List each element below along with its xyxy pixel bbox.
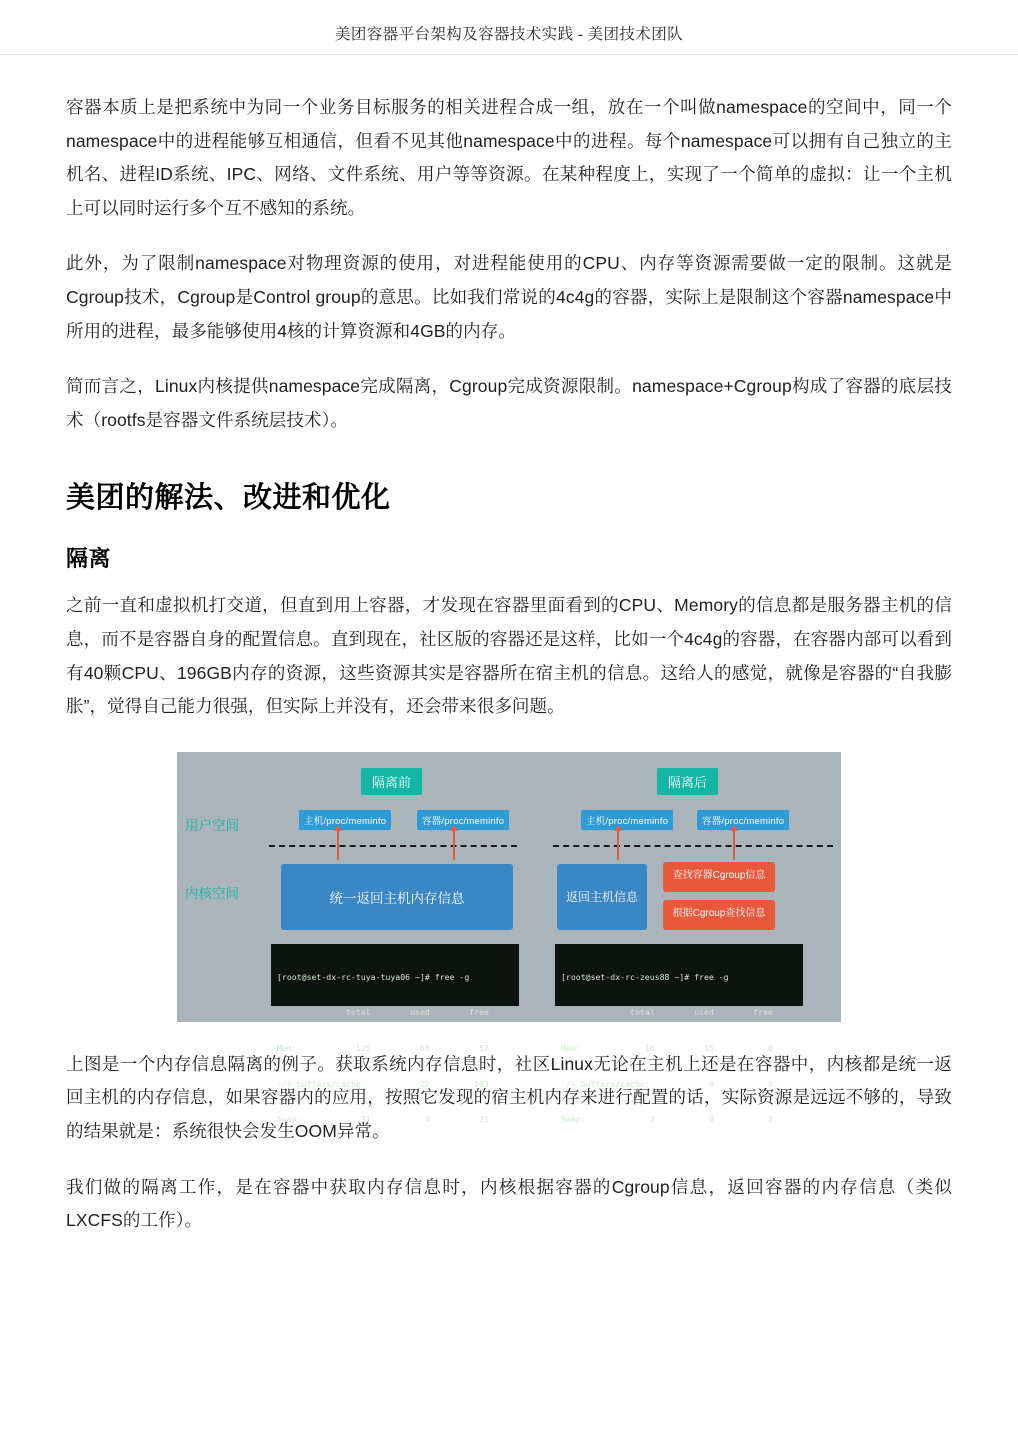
- chip-right-host-meminfo: 主机/proc/meminfo: [581, 810, 673, 830]
- kernel-box-left: 统一返回主机内存信息: [281, 864, 513, 930]
- paragraph-1: 容器本质上是把系统中为同一个业务目标服务的相关进程合成一组，放在一个叫做namespace的空间中，同一个namespace中的进程能够互相通信，但看不见其他namespace中的进程。每个namespace可以拥有自己独立的主机名、进程ID系统、IPC、网络、文件系统、用户等等资源。在某种程度上，实现了一个简单的虚拟：让一个主机上可以同时运行多个互不感知的系统。: [66, 97, 952, 218]
- terminal-right-header: total used free: [561, 1007, 773, 1018]
- terminal-left-header: total used free: [277, 1007, 489, 1018]
- figure-label-kernel-space: 内核空间: [185, 885, 239, 901]
- kernel-box-right: 返回主机信息: [557, 864, 647, 930]
- paragraph-3: 简而言之，Linux内核提供namespace完成隔离，Cgroup完成资源限制。namespace+Cgroup构成了容器的底层技术（rootfs是容器文件系统层技术）。: [66, 376, 952, 430]
- arrow-right-container: [733, 830, 735, 860]
- terminal-right-prompt: [root@set-dx-rc-zeus88 ~]# free -g: [561, 971, 729, 982]
- document-content: [0, 55, 1018, 1300]
- paragraph-5: 上图是一个内存信息隔离的例子。获取系统内存信息时，社区Linux无论在主机上还是在容器中，内核都是统一返回主机的内存信息，如果容器内的应用，按照它发现的宿主机内存来进行配置的话，实际资源是远远不够的，导致的结果就是：系统很快会发生OOM异常。: [66, 1053, 952, 1141]
- terminal-right-row-2: -/+ buffers/cache: 6 9: [561, 1078, 773, 1089]
- arrow-right-host: [617, 830, 619, 860]
- section-heading: 美团的解法、改进和优化: [66, 482, 391, 515]
- terminal-right: [555, 944, 803, 1125]
- terminal-left-row-1: Mem: 125 68 57: [277, 1042, 489, 1053]
- paragraph-6: 我们做的隔离工作，是在容器中获取内存信息时，内核根据容器的Cgroup信息，返回容器的内存信息（类似LXCFS的工作）。: [66, 1176, 952, 1231]
- paragraph-2: 此外，为了限制namespace对物理资源的使用，对进程能使用的CPU、内存等资源需要做一定的限制。这就是Cgroup技术，Cgroup是Control group的意思。比如我们常说的4c4g的容器，实际上是限制这个容器namespace中所用的进程，最多能够使用4核的计算资源和4GB的内存。: [66, 253, 952, 341]
- arrow-left-host: [337, 830, 339, 860]
- figure-label-before: 隔离前: [361, 768, 422, 795]
- kernel-box-right-red-1: 查找容器Cgroup信息: [663, 862, 775, 892]
- terminal-right-row-3: Swap: 2 0 2: [561, 1114, 773, 1125]
- arrow-left-container: [453, 830, 455, 860]
- terminal-left-row-3: Swap: 31 0 31: [277, 1114, 489, 1125]
- chip-left-container-meminfo: 容器/proc/meminfo: [417, 810, 509, 830]
- divider-right-dashed: [553, 845, 833, 847]
- terminal-left: [271, 944, 519, 1125]
- terminal-left-row-2: -/+ buffers/cache: 22 103: [277, 1078, 489, 1089]
- terminal-left-prompt: [root@set-dx-rc-tuya-tuya06 ~]# free -g: [277, 971, 470, 982]
- page-header-title: 美团容器平台架构及容器技术实践 - 美团技术团队: [334, 26, 683, 43]
- divider-left-dashed: [269, 845, 517, 847]
- chip-left-host-meminfo: 主机/proc/meminfo: [299, 810, 391, 830]
- figure-label-user-space: 用户空间: [185, 817, 239, 833]
- terminal-right-row-1: Mem: 16 15 0: [561, 1042, 773, 1053]
- chip-right-container-meminfo: 容器/proc/meminfo: [697, 810, 789, 830]
- subsection-heading: 隔离: [66, 546, 112, 572]
- figure-label-after: 隔离后: [657, 768, 718, 795]
- paragraph-4: 之前一直和虚拟机打交道，但直到用上容器，才发现在容器里面看到的CPU、Memory的信息都是服务器主机的信息，而不是容器自身的配置信息。直到现在，社区版的容器还是这样，比如一个4c4g的容器，在容器内部可以看到有40颗CPU、196GB内存的资源，这些资源其实是容器所在宿主机的信息。这给人的感觉，就像是容器的“自我膨胀”，觉得自己能力很强，但实际上并没有，还会带来很多问题。: [66, 595, 952, 717]
- kernel-box-right-red-2: 根据Cgroup查找信息: [663, 900, 775, 930]
